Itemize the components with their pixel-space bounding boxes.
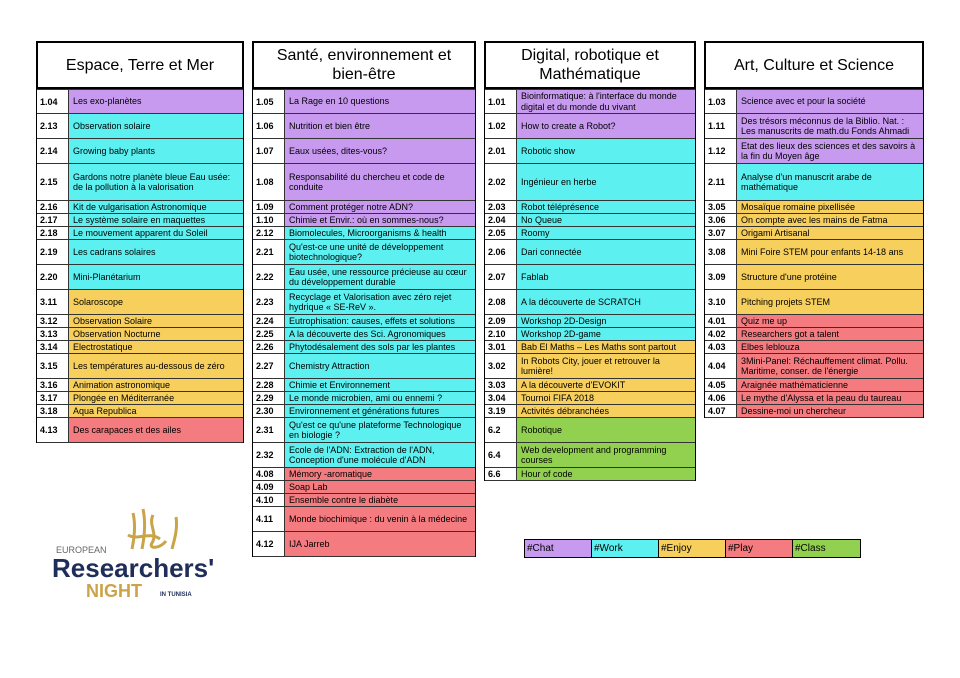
table-row (705, 290, 923, 315)
activity-code: 2.17 (37, 214, 69, 226)
column-header: Art, Culture et Science (704, 41, 924, 89)
activity-code: 2.08 (485, 290, 517, 314)
table-row (37, 139, 243, 164)
table-row (705, 139, 923, 164)
activity-title: Dessine-moi un chercheur (737, 405, 923, 417)
activity-code: 2.24 (253, 315, 285, 327)
activity-title: Observation Solaire (69, 315, 243, 327)
activity-title: Eaux usées, dites-vous? (285, 139, 475, 163)
table-row (37, 418, 243, 443)
table-row (485, 114, 695, 139)
table-row (37, 240, 243, 265)
activity-title: Bioinformatique: à l'interface du monde digital et du monde du vivant (517, 90, 695, 113)
activity-title: Bab El Maths – Les Maths sont partout (517, 341, 695, 353)
activity-code: 2.06 (485, 240, 517, 264)
activity-title: Origami Artisanal (737, 227, 923, 239)
table-row (485, 354, 695, 379)
activity-code: 4.12 (253, 532, 285, 556)
activity-title: Science avec et pour la société (737, 90, 923, 113)
table-row (37, 315, 243, 328)
activity-code: 3.08 (705, 240, 737, 264)
activity-code: 2.07 (485, 265, 517, 289)
activity-code: 3.11 (37, 290, 69, 314)
table-row (253, 405, 475, 418)
table-row (485, 214, 695, 227)
table-row (37, 405, 243, 418)
activity-code: 2.09 (485, 315, 517, 327)
activity-code: 1.09 (253, 201, 285, 213)
table-row (253, 227, 475, 240)
table-row (253, 443, 475, 468)
table-row (253, 392, 475, 405)
activity-code: 6.4 (485, 443, 517, 467)
activity-code: 2.23 (253, 290, 285, 314)
category-legend (524, 539, 861, 558)
activity-title: Web development and programming courses (517, 443, 695, 467)
activity-title: Robotic show (517, 139, 695, 163)
activity-title: Le mouvement apparent du Soleil (69, 227, 243, 239)
legend-chat: #Chat (525, 540, 592, 557)
logo-european: EUROPEAN (56, 545, 107, 555)
researchers-night-logo (48, 505, 248, 605)
table-row (485, 418, 695, 443)
activity-title: Robot téléprésence (517, 201, 695, 213)
activity-title: Growing baby plants (69, 139, 243, 163)
activity-title: Mémory -aromatique (285, 468, 475, 480)
activity-title: La Rage en 10 questions (285, 90, 475, 113)
table-row (485, 468, 695, 481)
activity-code: 1.11 (705, 114, 737, 138)
table-row (485, 379, 695, 392)
activity-title: Les exo-planètes (69, 90, 243, 113)
table-row (253, 468, 475, 481)
activity-title: Elbes leblouza (737, 341, 923, 353)
activity-code: 2.02 (485, 164, 517, 200)
activity-title: 3Mini-Panel: Réchauffement climat. Pollu. Maritime, conser. de l'énergie (737, 354, 923, 378)
activity-code: 2.25 (253, 328, 285, 340)
activity-code: 3.02 (485, 354, 517, 378)
activity-title: Etat des lieux des sciences et des savoirs à la fin du Moyen âge (737, 139, 923, 163)
table-row (37, 392, 243, 405)
table-row (485, 328, 695, 341)
activity-code: 2.05 (485, 227, 517, 239)
activity-code: 6.2 (485, 418, 517, 442)
activity-title: Fablab (517, 265, 695, 289)
activity-title: Tournoi FIFA 2018 (517, 392, 695, 404)
activity-title: Recyclage et Valorisation avec zéro rejet hydrique « SE-ReV ». (285, 290, 475, 314)
table-row (37, 227, 243, 240)
activity-code: 2.14 (37, 139, 69, 163)
table-row (485, 139, 695, 164)
table-row (37, 328, 243, 341)
activity-code: 4.08 (253, 468, 285, 480)
activity-title: Robotique (517, 418, 695, 442)
activity-table (704, 89, 924, 418)
activity-code: 4.03 (705, 341, 737, 353)
activity-title: No Queue (517, 214, 695, 226)
activity-code: 1.04 (37, 90, 69, 113)
table-row (705, 328, 923, 341)
activity-table (484, 89, 696, 481)
activity-code: 4.11 (253, 507, 285, 531)
activity-code: 4.02 (705, 328, 737, 340)
activity-code: 3.14 (37, 341, 69, 353)
activity-code: 3.19 (485, 405, 517, 417)
activity-code: 3.05 (705, 201, 737, 213)
activity-title: Analyse d'un manuscrit arabe de mathématique (737, 164, 923, 200)
activity-code: 1.08 (253, 164, 285, 200)
table-row (253, 354, 475, 379)
table-row (253, 240, 475, 265)
table-row (705, 379, 923, 392)
activity-code: 1.12 (705, 139, 737, 163)
activity-code: 1.03 (705, 90, 737, 113)
activity-title: Soap Lab (285, 481, 475, 493)
activity-title: IJA Jarreb (285, 532, 475, 556)
legend-class: #Class (793, 540, 860, 557)
activity-title: Ecole de l'ADN: Extraction de l'ADN, Conception d'une molécule d'ADN (285, 443, 475, 467)
activity-title: Quiz me up (737, 315, 923, 327)
activity-title: Eau usée, une ressource précieuse au cœur du développement durable (285, 265, 475, 289)
activity-code: 2.31 (253, 418, 285, 442)
table-row (485, 290, 695, 315)
column-art (704, 41, 924, 418)
activity-code: 4.04 (705, 354, 737, 378)
activity-title: Pitching projets STEM (737, 290, 923, 314)
table-row (485, 443, 695, 468)
activity-title: Biomolecules, Microorganisms & health (285, 227, 475, 239)
activity-code: 2.30 (253, 405, 285, 417)
activity-title: Plongée en Méditerranée (69, 392, 243, 404)
column-sante (252, 41, 476, 557)
activity-title: Mosaïque romaine pixellisée (737, 201, 923, 213)
activity-title: Researchers got a talent (737, 328, 923, 340)
activity-title: Workshop 2D-Design (517, 315, 695, 327)
activity-code: 2.29 (253, 392, 285, 404)
activity-title: Activités débranchées (517, 405, 695, 417)
table-row (253, 481, 475, 494)
table-row (705, 201, 923, 214)
activity-code: 2.04 (485, 214, 517, 226)
table-row (485, 227, 695, 240)
activity-code: 1.06 (253, 114, 285, 138)
table-row (253, 341, 475, 354)
table-row (37, 341, 243, 354)
table-row (253, 201, 475, 214)
activity-title: Des carapaces et des ailes (69, 418, 243, 442)
table-row (705, 405, 923, 418)
activity-title: Qu'est ce qu'une plateforme Technologique en biologie ? (285, 418, 475, 442)
activity-title: Le système solaire en maquettes (69, 214, 243, 226)
activity-code: 4.09 (253, 481, 285, 493)
activity-code: 3.04 (485, 392, 517, 404)
activity-code: 4.10 (253, 494, 285, 506)
activity-code: 1.05 (253, 90, 285, 113)
activity-code: 2.22 (253, 265, 285, 289)
activity-code: 4.07 (705, 405, 737, 417)
activity-code: 2.32 (253, 443, 285, 467)
table-row (253, 214, 475, 227)
table-row (253, 164, 475, 201)
table-row (37, 265, 243, 290)
table-row (705, 265, 923, 290)
table-row (37, 214, 243, 227)
table-row (705, 392, 923, 405)
activity-code: 3.15 (37, 354, 69, 378)
table-row (705, 227, 923, 240)
table-row (485, 89, 695, 114)
activity-code: 3.18 (37, 405, 69, 417)
activity-title: A la découverte des Sci. Agronomiques (285, 328, 475, 340)
calligraphy-icon (128, 509, 177, 549)
table-row (485, 240, 695, 265)
activity-code: 2.18 (37, 227, 69, 239)
table-row (253, 290, 475, 315)
activity-code: 1.02 (485, 114, 517, 138)
table-row (485, 341, 695, 354)
activity-title: Observation solaire (69, 114, 243, 138)
table-row (253, 139, 475, 164)
table-row (253, 114, 475, 139)
activity-title: Workshop 2D-game (517, 328, 695, 340)
table-row (37, 114, 243, 139)
table-row (253, 379, 475, 392)
activity-code: 4.05 (705, 379, 737, 391)
table-row (253, 418, 475, 443)
table-row (253, 328, 475, 341)
activity-title: Mini Foire STEM pour enfants 14-18 ans (737, 240, 923, 264)
activity-title: Monde biochimique : du venin à la médecine (285, 507, 475, 531)
table-row (485, 392, 695, 405)
activity-title: A la découverte de SCRATCH (517, 290, 695, 314)
activity-code: 6.6 (485, 468, 517, 480)
activity-code: 2.20 (37, 265, 69, 289)
table-row (705, 89, 923, 114)
activity-code: 3.16 (37, 379, 69, 391)
activity-code: 1.07 (253, 139, 285, 163)
activity-title: Chimie et Envir.: où en sommes-nous? (285, 214, 475, 226)
table-row (253, 265, 475, 290)
activity-title: Les températures au-dessous de zéro (69, 354, 243, 378)
table-row (485, 164, 695, 201)
activity-title: Aqua Republica (69, 405, 243, 417)
activity-title: Dari connectée (517, 240, 695, 264)
activity-table (36, 89, 244, 443)
activity-title: Des trésors méconnus de la Biblio. Nat. : Les manuscrits de math.du Fonds Ahmadi (737, 114, 923, 138)
activity-table (252, 89, 476, 557)
activity-code: 1.10 (253, 214, 285, 226)
activity-code: 3.09 (705, 265, 737, 289)
table-row (705, 214, 923, 227)
table-row (253, 494, 475, 507)
activity-code: 3.13 (37, 328, 69, 340)
table-row (253, 315, 475, 328)
activity-code: 2.11 (705, 164, 737, 200)
activity-title: Le monde microbien, ami ou ennemi ? (285, 392, 475, 404)
table-row (705, 240, 923, 265)
activity-code: 3.06 (705, 214, 737, 226)
activity-code: 2.28 (253, 379, 285, 391)
column-digital (484, 41, 696, 481)
activity-code: 2.13 (37, 114, 69, 138)
table-row (253, 532, 475, 557)
table-row (485, 265, 695, 290)
table-row (705, 114, 923, 139)
activity-title: Gardons notre planète bleue Eau usée: de la pollution à la valorisation (69, 164, 243, 200)
table-row (253, 89, 475, 114)
activity-title: Solaroscope (69, 290, 243, 314)
table-row (485, 405, 695, 418)
legend-play: #Play (726, 540, 793, 557)
activity-code: 2.03 (485, 201, 517, 213)
activity-title: Qu'est-ce une unité de développement biotechnologique? (285, 240, 475, 264)
activity-code: 2.12 (253, 227, 285, 239)
activity-code: 2.15 (37, 164, 69, 200)
activity-title: Eutrophisation: causes, effets et solutions (285, 315, 475, 327)
activity-code: 4.01 (705, 315, 737, 327)
table-row (705, 315, 923, 328)
logo-place: IN TUNISIA (160, 592, 192, 598)
table-row (253, 507, 475, 532)
activity-code: 2.26 (253, 341, 285, 353)
activity-code: 2.01 (485, 139, 517, 163)
activity-title: Le mythe d'Alyssa et la peau du taureau (737, 392, 923, 404)
activity-title: Mini-Planétarium (69, 265, 243, 289)
activity-title: Electrostatique (69, 341, 243, 353)
activity-title: Responsabilité du chercheu et code de conduite (285, 164, 475, 200)
activity-title: In Robots City, jouer et retrouver la lumière! (517, 354, 695, 378)
activity-title: A la découverte d'EVOKIT (517, 379, 695, 391)
column-header: Santé, environnement et bien-être (252, 41, 476, 89)
activity-title: Chemistry Attraction (285, 354, 475, 378)
activity-title: Comment protéger notre ADN? (285, 201, 475, 213)
activity-title: Kit de vulgarisation Astronomique (69, 201, 243, 213)
activity-code: 2.21 (253, 240, 285, 264)
activity-code: 3.12 (37, 315, 69, 327)
table-row (485, 201, 695, 214)
column-header: Digital, robotique et Mathématique (484, 41, 696, 89)
activity-code: 3.07 (705, 227, 737, 239)
activity-code: 3.10 (705, 290, 737, 314)
activity-code: 2.19 (37, 240, 69, 264)
activity-title: Phytodésalement des sols par les plantes (285, 341, 475, 353)
legend-enjoy: #Enjoy (659, 540, 726, 557)
activity-title: Observation Nocturne (69, 328, 243, 340)
legend-work: #Work (592, 540, 659, 557)
table-row (37, 379, 243, 392)
activity-title: Ensemble contre le diabète (285, 494, 475, 506)
activity-title: Nutrition et bien être (285, 114, 475, 138)
activity-code: 2.16 (37, 201, 69, 213)
activity-title: Chimie et Environnement (285, 379, 475, 391)
table-row (705, 341, 923, 354)
table-row (705, 354, 923, 379)
table-row (485, 315, 695, 328)
table-row (37, 201, 243, 214)
activity-title: Animation astronomique (69, 379, 243, 391)
activity-code: 3.03 (485, 379, 517, 391)
activity-title: Araignée mathématicienne (737, 379, 923, 391)
table-row (37, 89, 243, 114)
activity-code: 2.10 (485, 328, 517, 340)
activity-title: Hour of code (517, 468, 695, 480)
activity-title: On compte avec les mains de Fatma (737, 214, 923, 226)
activity-title: Les cadrans solaires (69, 240, 243, 264)
table-row (37, 354, 243, 379)
activity-code: 4.13 (37, 418, 69, 442)
table-row (37, 164, 243, 201)
activity-code: 1.01 (485, 90, 517, 113)
activity-title: Environnement et générations futures (285, 405, 475, 417)
activity-code: 2.27 (253, 354, 285, 378)
activity-code: 4.06 (705, 392, 737, 404)
activity-title: Ingénieur en herbe (517, 164, 695, 200)
activity-code: 3.01 (485, 341, 517, 353)
logo-night: NIGHT (86, 581, 142, 601)
logo-researchers: Researchers' (52, 553, 215, 583)
activity-title: How to create a Robot? (517, 114, 695, 138)
column-header: Espace, Terre et Mer (36, 41, 244, 89)
activity-title: Roomy (517, 227, 695, 239)
activity-code: 3.17 (37, 392, 69, 404)
table-row (37, 290, 243, 315)
table-row (705, 164, 923, 201)
activity-title: Structure d'une protéine (737, 265, 923, 289)
column-espace (36, 41, 244, 443)
